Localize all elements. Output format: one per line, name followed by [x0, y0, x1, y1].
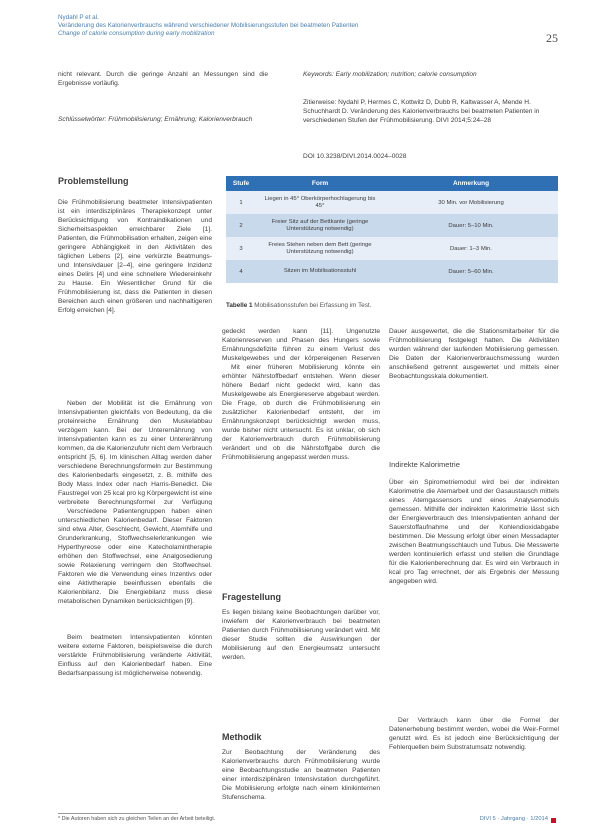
header-authors: Nydahl P et al.	[58, 14, 99, 21]
col3-p1: Dauer ausgewertet, die die Stationsmitarbeiter für die Frühmobilisierung festgelegt hatten. Die Aktivitäten wurden während der laufenden Mobilisierung gemessen. Die Daten der Kalorienverbrauchsmessung wurden anschließend getrennt ausgewertet und mittels einer Beobachtungsskala dokumentiert.	[389, 328, 559, 380]
table-cell-form: Freier Sitz auf der Bettkante (geringe Unterstützung notwendig)	[256, 214, 384, 237]
table-cell-form: Freies Stehen neben dem Bett (geringe Unterstützung notwendig)	[256, 237, 384, 260]
intro-text: nicht relevant. Durch die geringe Anzahl an Messungen sind die Ergebnisse vorläufig.	[58, 71, 268, 87]
table-cell-anmerkung: Dauer: 1–3 Min.	[384, 237, 558, 260]
col3-p3: Der Verbrauch kann über die Formel der Datenerhebung bestimmt werden, wobei die Weir-Formel genutzt wird. Es ist jedoch eine Berücksichtigung der Fehlerquellen beim Substratumsatz notwendig.	[389, 717, 559, 751]
col1-p2: Neben der Mobilität ist die Ernährung von Intensivpatienten gleichfalls von Bedeutung, da die proteinreiche Ernährung den Muskelabbau verzögern kann. Bei der Unterernährung von Intensivpatienten kann es zu einer Untererährung kommen, da die Kalorienzufuhr nicht dem Verbrauch entspricht [5, 6]. Im klinischen Alltag werden daher verschiedene Berechnungsformeln zur Bestimmung des Kalorienbedarfs eingesetzt, z. B. mithilfe des Body Mass Index oder nach Harris-Benedict. Die Faustregel von 25 kcal pro kg Körpergewicht ist eine verbreitete Berechnungsformel zur Verfügung	[58, 400, 212, 505]
col2-p2: Mit einer früheren Mobilisierung könnte ein erhöhter Nährstoffbedarf entstehen. Wenn dieser höhere Bedarf nicht gedeckt wird, kann das Muskelgewebe als Energiereserve abgebaut werden. Die Frage, ob durch die Frühmobilisierung ein zusätzlicher Kalorienbedarf entsteht, der im Ernährungskonzept berücksichtigt werden muss, wurde bisher nicht untersucht. Es ist unklar, ob sich der Kalorienverbrauch durch Frühmobilisierung verändert und ob die Nährstoffgabe durch die Frühmobilisierung angepasst werden muss.	[222, 364, 380, 461]
table-caption	[226, 302, 371, 309]
header-title-en: Change of calorie consumption during early mobilization	[58, 30, 215, 37]
doi: DOI 10.3238/DIVI.2014.0024–0028	[303, 153, 407, 160]
table-cell-anmerkung: Dauer: 5–60 Min.	[384, 260, 558, 283]
table-header-form: Form	[256, 176, 384, 191]
col3-p2: Über ein Spirometriemodul wird bei der indirekten Kalorimetrie die Atemarbeit und der Gasaustausch mittels eines Atemgassensors und eines Analysemoduls gemessen. Mithilfe der indirekten Kalorimetrie lässt sich der Energieverbrauch des Intensivpatienten anhand der Sauerstoffaufnahme und der Kohlendioxidabgabe bestimmen. Die Messung erfolgt über einen Messadapter zwischen Beatmungsschlauch und Tubus. Die Messwerte werden kontinuierlich erfasst und stellen die Grundlage für die Kalorienberechnung dar. Es wird ein Verbrauch in kcal pro Tag errechnet, der als Ergebnis der Messung angegeben wird.	[389, 479, 559, 585]
frage-title: Fragestellung	[222, 592, 282, 602]
problem-title: Problemstellung	[58, 176, 129, 186]
table-row	[226, 191, 558, 214]
footnote-rule	[58, 813, 178, 814]
table-row	[226, 237, 558, 260]
table-caption-text: Mobilisationsstufen bei Erfassung im Test.	[254, 302, 372, 309]
table-cell-stufe: 1	[226, 191, 256, 214]
methodik-title: Methodik	[222, 732, 262, 742]
table-cell-form: Sitzen im Mobilisationsstuhl	[256, 260, 384, 283]
mobilization-table	[226, 176, 558, 283]
citation: Zitierweise: Nydahl P, Hermes C, Kottwitz D, Dubb R, Kaltwasser A, Mende H. Schuchhardt D. Veränderung des Kalorienverbrauchs bei beatmeten Patienten in verschiedenen Stufen der Frühmobilisierung. DIVI 2014;5:24–28	[303, 99, 540, 124]
table-caption-label: Tabelle 1	[226, 302, 253, 309]
table-row	[226, 260, 558, 283]
table-row	[226, 214, 558, 237]
footnote: * Die Autoren haben sich zu gleichen Teilen an der Arbeit beteiligt.	[58, 816, 216, 822]
keywords-de: Schlüsselwörter: Frühmobilisierung; Ernährung; Kalorienverbrauch	[58, 116, 253, 123]
header-title-de: Veränderung des Kalorienverbrauchs während verschiedener Mobilisierungsstufen bei beatmeten Patienten	[58, 22, 359, 29]
running-header	[58, 14, 548, 38]
table-cell-stufe: 2	[226, 214, 256, 237]
table-cell-stufe: 4	[226, 260, 256, 283]
col1-p4: Beim beatmeten Intensivpatienten könnten weitere externe Faktoren, beispielsweise die durch verstärkte Frühmobilisierung veränderte Aktivität, Einfluss auf den Kalorienbedarf haben. Eine Bedarfsanpassung ist möglicherweise notwendig.	[58, 634, 212, 677]
table-header-stufe: Stufe	[226, 176, 256, 191]
table-cell-anmerkung: Dauer: 5–10 Min.	[384, 214, 558, 237]
page-number: 25	[546, 31, 558, 45]
keywords-en: Keywords: Early mobilization; nutrition; calorie consumption	[303, 71, 477, 78]
col2-p3: Es liegen bislang keine Beobachtungen darüber vor, inwiefern der Kalorienverbrauch bei beatmeten Patienten durch Frühmobilisierung verändert wird. Mit dieser Studie sollten die Auswirkungen der Mobilisierung auf den Energieumsatz untersucht werden.	[222, 609, 380, 661]
col1-p1: Die Frühmobilisierung beatmeter Intensivpatienten ist ein interdisziplinäres Therapiekonzept unter Berücksichtigung von Kontraindikationen und Sicherheitsaspekten erreichbarer Ziele [1]. Patienten, die Frühmobilisation erhalten, zeigen eine geringere Abhängigkeit in den Aktivitäten des täglichen Lebens [2], eine verkürzte Beatmungs- und Intensivdauer [2–4], eine geringere Inzidenz eines Delirs [4] und eine schnellere Wiedereinkehr zu Hause. Ein Wesentlicher Grund für die Frühmobilisierung ist, dass die Patienten in diesen Bereichen auch einen größeren und nachhaltigeren Erfolg erreichen [4].	[58, 199, 212, 314]
table-cell-stufe: 3	[226, 237, 256, 260]
col2-p4: Zur Beobachtung der Veränderung des Kalorienverbrauchs durch Frühmobilisierung wurde eine Beobachtungsstudie an beatmeten Patienten einer interdisziplinären Intensivstation durchgeführt. Die Mobilisierung erfolgte nach einem klinikinternen Stufenschema.	[222, 749, 380, 801]
table-header-anmerkung: Anmerkung	[384, 176, 558, 191]
col1-p3: Verschiedene Patientengruppen haben einen unterschiedlichen Kalorienbedarf. Dieser Faktoren sind etwa Alter, Geschlecht, Gewicht, Atemhilfe und Grunderkrankung, Stoffwechselerkrankungen wie Hyperthyreose oder eine Katecholamintherapie erhöhen den Stoffwechsel, eine Analgosedierung sowie Relaxierung verringern den Stoffwechsel. Faktoren wie die Verwendung eines Inzentivs oder eine Aktivtherapie beeinflussen ebenfalls die Kalorienbilanz. Die Energiebilanz muss diese metabolischen Dynamiken berücksichtigen [9].	[58, 508, 212, 605]
table-cell-form: Liegen in 45° Oberkörperhochlagerung bis 45°	[256, 191, 384, 214]
kalorimetrie-title: Indirekte Kalorimetrie	[389, 460, 460, 469]
footer-square-icon	[551, 818, 556, 823]
journal-footer: DIVI 5 · Jahrgang · 1/2014	[479, 816, 548, 822]
table-cell-anmerkung: 30 Min. vor Mobilisierung	[384, 191, 558, 214]
col2-p1: gedeckt werden kann [11]. Ungenutzte Kalorienreserven und Phasen des Hungers sowie Ernährungsdefizite führen zu einem Verlust des Muskelgewebes und der körpereigenen Reserven	[222, 328, 380, 361]
